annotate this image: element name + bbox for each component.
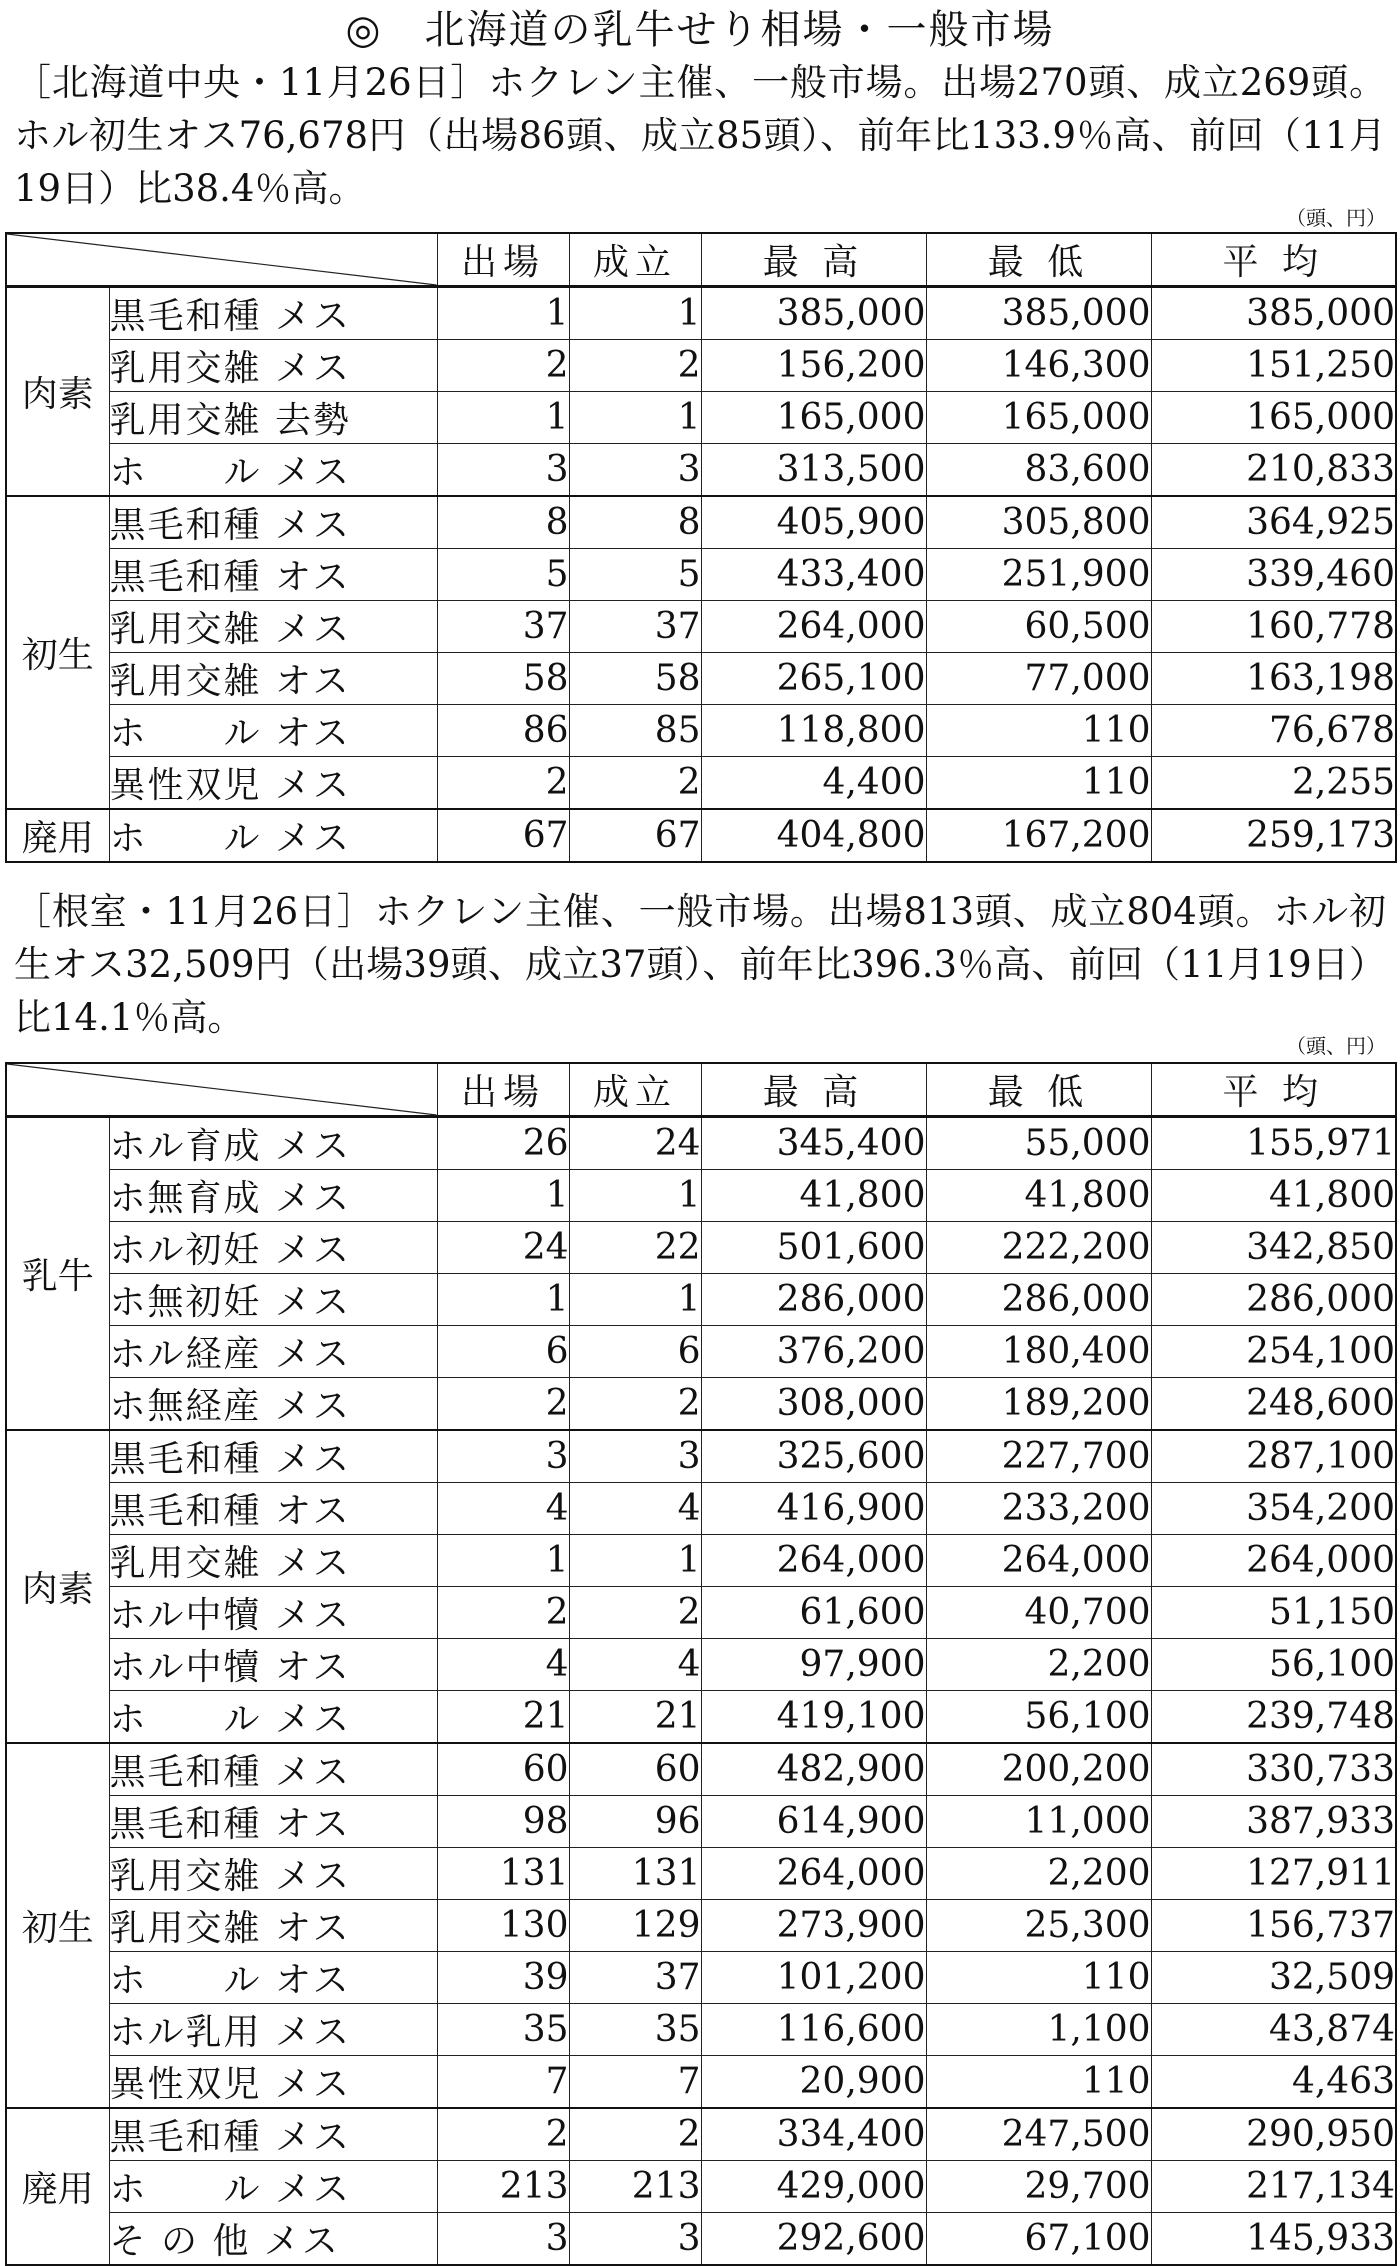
- table-row: [6, 549, 1396, 601]
- seiritsu-cell: 2: [569, 2108, 701, 2161]
- category-cell: そ の 他 メス: [109, 2213, 437, 2266]
- max-price-cell: 118,800: [701, 705, 926, 757]
- max-price-cell: 286,000: [701, 1274, 926, 1326]
- table-row: [6, 2213, 1396, 2266]
- shutsujo-cell: 5: [437, 549, 569, 601]
- category-cell: ホル乳用 メス: [109, 2004, 437, 2056]
- seiritsu-cell: 22: [569, 1222, 701, 1274]
- shutsujo-cell: 39: [437, 1952, 569, 2004]
- category-cell: ホ ル メス: [109, 1691, 437, 1744]
- avg-price-cell: 155,971: [1151, 1117, 1396, 1170]
- table-row: [6, 809, 1396, 862]
- min-price-cell: 200,200: [926, 1743, 1151, 1796]
- shutsujo-cell: 67: [437, 809, 569, 862]
- seiritsu-cell: 3: [569, 444, 701, 497]
- seiritsu-cell: 5: [569, 549, 701, 601]
- table-row: [6, 653, 1396, 705]
- category-cell: 黒毛和種 メス: [109, 287, 437, 340]
- table-row: [6, 1952, 1396, 2004]
- max-price-cell: 41,800: [701, 1170, 926, 1222]
- max-price-cell: 20,900: [701, 2056, 926, 2109]
- min-price-cell: 189,200: [926, 1378, 1151, 1431]
- min-price-cell: 11,000: [926, 1796, 1151, 1848]
- table-row: [6, 287, 1396, 340]
- category-cell: 乳用交雑 オス: [109, 653, 437, 705]
- min-price-cell: 110: [926, 1952, 1151, 2004]
- shutsujo-cell: 2: [437, 2108, 569, 2161]
- avg-price-cell: 387,933: [1151, 1796, 1396, 1848]
- shutsujo-cell: 86: [437, 705, 569, 757]
- min-price-cell: 247,500: [926, 2108, 1151, 2161]
- category-cell: 黒毛和種 メス: [109, 2108, 437, 2161]
- shutsujo-cell: 4: [437, 1639, 569, 1691]
- category-cell: 異性双児 メス: [109, 2056, 437, 2109]
- max-price-cell: 614,900: [701, 1796, 926, 1848]
- avg-price-cell: 165,000: [1151, 392, 1396, 444]
- max-price-cell: 156,200: [701, 340, 926, 392]
- table-row: [6, 1743, 1396, 1796]
- shutsujo-cell: 6: [437, 1326, 569, 1378]
- avg-price-cell: 217,134: [1151, 2161, 1396, 2213]
- table-row: [6, 2056, 1396, 2109]
- table-row: [6, 2004, 1396, 2056]
- shutsujo-cell: 2: [437, 757, 569, 810]
- category-cell: ホ ル オス: [109, 705, 437, 757]
- min-price-cell: 110: [926, 705, 1151, 757]
- group-label: 初生: [6, 1743, 109, 2108]
- avg-price-cell: 290,950: [1151, 2108, 1396, 2161]
- max-price-cell: 264,000: [701, 1848, 926, 1900]
- seiritsu-cell: 60: [569, 1743, 701, 1796]
- min-price-cell: 67,100: [926, 2213, 1151, 2266]
- shutsujo-cell: 131: [437, 1848, 569, 1900]
- seiritsu-cell: 1: [569, 1535, 701, 1587]
- max-price-cell: 334,400: [701, 2108, 926, 2161]
- seiritsu-cell: 67: [569, 809, 701, 862]
- seiritsu-cell: 129: [569, 1900, 701, 1952]
- table-row: [6, 705, 1396, 757]
- max-price-cell: 308,000: [701, 1378, 926, 1431]
- max-price-cell: 4,400: [701, 757, 926, 810]
- header-seiritsu: 成立: [569, 1063, 701, 1117]
- category-cell: 黒毛和種 オス: [109, 1796, 437, 1848]
- min-price-cell: 286,000: [926, 1274, 1151, 1326]
- max-price-cell: 292,600: [701, 2213, 926, 2266]
- table-row: [6, 757, 1396, 810]
- avg-price-cell: 364,925: [1151, 496, 1396, 549]
- min-price-cell: 165,000: [926, 392, 1151, 444]
- avg-price-cell: 287,100: [1151, 1430, 1396, 1483]
- min-price-cell: 83,600: [926, 444, 1151, 497]
- table-row: [6, 1796, 1396, 1848]
- min-price-cell: 55,000: [926, 1117, 1151, 1170]
- category-cell: 黒毛和種 メス: [109, 1430, 437, 1483]
- max-price-cell: 165,000: [701, 392, 926, 444]
- table-row: [6, 1900, 1396, 1952]
- group-label: 肉素: [6, 1430, 109, 1743]
- max-price-cell: 264,000: [701, 1535, 926, 1587]
- shutsujo-cell: 60: [437, 1743, 569, 1796]
- shutsujo-cell: 2: [437, 1378, 569, 1431]
- table-row: [6, 496, 1396, 549]
- table-row: [6, 1326, 1396, 1378]
- header-corner-diagonal: [6, 1063, 437, 1117]
- min-price-cell: 251,900: [926, 549, 1151, 601]
- shutsujo-cell: 3: [437, 2213, 569, 2266]
- category-cell: 黒毛和種 オス: [109, 1483, 437, 1535]
- seiritsu-cell: 1: [569, 392, 701, 444]
- avg-price-cell: 342,850: [1151, 1222, 1396, 1274]
- min-price-cell: 2,200: [926, 1848, 1151, 1900]
- min-price-cell: 2,200: [926, 1639, 1151, 1691]
- category-cell: ホ ル メス: [109, 809, 437, 862]
- seiritsu-cell: 1: [569, 1170, 701, 1222]
- avg-price-cell: 56,100: [1151, 1639, 1396, 1691]
- min-price-cell: 110: [926, 757, 1151, 810]
- shutsujo-cell: 35: [437, 2004, 569, 2056]
- max-price-cell: 376,200: [701, 1326, 926, 1378]
- avg-price-cell: 259,173: [1151, 809, 1396, 862]
- section-chuo-unit-note: （頭、円）: [1286, 206, 1386, 230]
- header-max: 最 高: [701, 233, 926, 287]
- group-label: 廃用: [6, 2108, 109, 2265]
- seiritsu-cell: 213: [569, 2161, 701, 2213]
- section-nemuro-paragraph: ［根室・11月26日］ホクレン主催、一般市場。出場813頭、成立804頭。ホル初生オス32,509円（出場39頭、成立37頭）、前年比396.3％高、前回（11月19日）比14.1％高。: [14, 890, 1386, 1039]
- avg-price-cell: 264,000: [1151, 1535, 1396, 1587]
- shutsujo-cell: 24: [437, 1222, 569, 1274]
- max-price-cell: 416,900: [701, 1483, 926, 1535]
- seiritsu-cell: 1: [569, 287, 701, 340]
- category-cell: ホ ル メス: [109, 2161, 437, 2213]
- avg-price-cell: 330,733: [1151, 1743, 1396, 1796]
- max-price-cell: 482,900: [701, 1743, 926, 1796]
- seiritsu-cell: 8: [569, 496, 701, 549]
- seiritsu-cell: 2: [569, 1378, 701, 1431]
- min-price-cell: 1,100: [926, 2004, 1151, 2056]
- table-row: [6, 1691, 1396, 1744]
- shutsujo-cell: 3: [437, 444, 569, 497]
- category-cell: ホル初妊 メス: [109, 1222, 437, 1274]
- shutsujo-cell: 1: [437, 1274, 569, 1326]
- shutsujo-cell: 1: [437, 392, 569, 444]
- category-cell: 乳用交雑 メス: [109, 1848, 437, 1900]
- shutsujo-cell: 58: [437, 653, 569, 705]
- shutsujo-cell: 2: [437, 1587, 569, 1639]
- header-max: 最 高: [701, 1063, 926, 1117]
- table-row: [6, 1378, 1396, 1431]
- category-cell: ホ無育成 メス: [109, 1170, 437, 1222]
- max-price-cell: 419,100: [701, 1691, 926, 1744]
- min-price-cell: 146,300: [926, 340, 1151, 392]
- max-price-cell: 501,600: [701, 1222, 926, 1274]
- min-price-cell: 233,200: [926, 1483, 1151, 1535]
- header-row: [6, 1063, 1396, 1117]
- seiritsu-cell: 21: [569, 1691, 701, 1744]
- shutsujo-cell: 4: [437, 1483, 569, 1535]
- seiritsu-cell: 85: [569, 705, 701, 757]
- max-price-cell: 385,000: [701, 287, 926, 340]
- avg-price-cell: 286,000: [1151, 1274, 1396, 1326]
- max-price-cell: 433,400: [701, 549, 926, 601]
- section-nemuro-unit-note: （頭、円）: [1286, 1034, 1386, 1058]
- shutsujo-cell: 7: [437, 2056, 569, 2109]
- header-seiritsu: 成立: [569, 233, 701, 287]
- shutsujo-cell: 1: [437, 287, 569, 340]
- header-avg: 平 均: [1151, 1063, 1396, 1117]
- shutsujo-cell: 26: [437, 1117, 569, 1170]
- header-shutsujo: 出場: [437, 1063, 569, 1117]
- seiritsu-cell: 96: [569, 1796, 701, 1848]
- max-price-cell: 313,500: [701, 444, 926, 497]
- avg-price-cell: 4,463: [1151, 2056, 1396, 2109]
- shutsujo-cell: 8: [437, 496, 569, 549]
- seiritsu-cell: 6: [569, 1326, 701, 1378]
- category-cell: ホル育成 メス: [109, 1117, 437, 1170]
- min-price-cell: 264,000: [926, 1535, 1151, 1587]
- min-price-cell: 305,800: [926, 496, 1151, 549]
- max-price-cell: 97,900: [701, 1639, 926, 1691]
- min-price-cell: 385,000: [926, 287, 1151, 340]
- avg-price-cell: 210,833: [1151, 444, 1396, 497]
- table-row: [6, 1170, 1396, 1222]
- max-price-cell: 404,800: [701, 809, 926, 862]
- group-label: 乳牛: [6, 1117, 109, 1431]
- seiritsu-cell: 1: [569, 1274, 701, 1326]
- category-cell: 乳用交雑 メス: [109, 601, 437, 653]
- shutsujo-cell: 213: [437, 2161, 569, 2213]
- table-row: [6, 1274, 1396, 1326]
- table-row: [6, 1848, 1396, 1900]
- avg-price-cell: 127,911: [1151, 1848, 1396, 1900]
- seiritsu-cell: 4: [569, 1483, 701, 1535]
- category-cell: 黒毛和種 メス: [109, 496, 437, 549]
- header-row: [6, 233, 1396, 287]
- avg-price-cell: 51,150: [1151, 1587, 1396, 1639]
- page-title: ◎ 北海道の乳牛せり相場・一般市場: [345, 7, 1055, 53]
- min-price-cell: 180,400: [926, 1326, 1151, 1378]
- table-row: [6, 1639, 1396, 1691]
- avg-price-cell: 156,737: [1151, 1900, 1396, 1952]
- min-price-cell: 56,100: [926, 1691, 1151, 1744]
- header-avg: 平 均: [1151, 233, 1396, 287]
- shutsujo-cell: 2: [437, 340, 569, 392]
- shutsujo-cell: 98: [437, 1796, 569, 1848]
- avg-price-cell: 248,600: [1151, 1378, 1396, 1431]
- category-cell: 乳用交雑 オス: [109, 1900, 437, 1952]
- header-min: 最 低: [926, 1063, 1151, 1117]
- table-row: [6, 1483, 1396, 1535]
- shutsujo-cell: 1: [437, 1170, 569, 1222]
- min-price-cell: 60,500: [926, 601, 1151, 653]
- min-price-cell: 41,800: [926, 1170, 1151, 1222]
- seiritsu-cell: 4: [569, 1639, 701, 1691]
- category-cell: 乳用交雑 去勢: [109, 392, 437, 444]
- seiritsu-cell: 37: [569, 1952, 701, 2004]
- seiritsu-cell: 2: [569, 1587, 701, 1639]
- seiritsu-cell: 3: [569, 2213, 701, 2266]
- category-cell: 黒毛和種 メス: [109, 1743, 437, 1796]
- table-row: [6, 1222, 1396, 1274]
- avg-price-cell: 32,509: [1151, 1952, 1396, 2004]
- shutsujo-cell: 37: [437, 601, 569, 653]
- seiritsu-cell: 3: [569, 1430, 701, 1483]
- min-price-cell: 227,700: [926, 1430, 1151, 1483]
- category-cell: 乳用交雑 メス: [109, 1535, 437, 1587]
- avg-price-cell: 76,678: [1151, 705, 1396, 757]
- category-cell: ホ無経産 メス: [109, 1378, 437, 1431]
- group-label: 初生: [6, 496, 109, 809]
- avg-price-cell: 354,200: [1151, 1483, 1396, 1535]
- min-price-cell: 222,200: [926, 1222, 1151, 1274]
- avg-price-cell: 163,198: [1151, 653, 1396, 705]
- table-row: [6, 1587, 1396, 1639]
- table-row: [6, 1430, 1396, 1483]
- avg-price-cell: 339,460: [1151, 549, 1396, 601]
- category-cell: ホル中犢 メス: [109, 1587, 437, 1639]
- table-row: [6, 2161, 1396, 2213]
- avg-price-cell: 151,250: [1151, 340, 1396, 392]
- table-row: [6, 1117, 1396, 1170]
- max-price-cell: 273,900: [701, 1900, 926, 1952]
- table-row: [6, 340, 1396, 392]
- seiritsu-cell: 2: [569, 340, 701, 392]
- max-price-cell: 116,600: [701, 2004, 926, 2056]
- avg-price-cell: 254,100: [1151, 1326, 1396, 1378]
- seiritsu-cell: 37: [569, 601, 701, 653]
- table-row: [6, 392, 1396, 444]
- min-price-cell: 77,000: [926, 653, 1151, 705]
- min-price-cell: 40,700: [926, 1587, 1151, 1639]
- max-price-cell: 325,600: [701, 1430, 926, 1483]
- shutsujo-cell: 1: [437, 1535, 569, 1587]
- max-price-cell: 429,000: [701, 2161, 926, 2213]
- header-shutsujo: 出場: [437, 233, 569, 287]
- seiritsu-cell: 2: [569, 757, 701, 810]
- header-min: 最 低: [926, 233, 1151, 287]
- avg-price-cell: 160,778: [1151, 601, 1396, 653]
- avg-price-cell: 43,874: [1151, 2004, 1396, 2056]
- section-chuo-paragraph: ［北海道中央・11月26日］ホクレン主催、一般市場。出場270頭、成立269頭。ホル初生オス76,678円（出場86頭、成立85頭）、前年比133.9％高、前回（11月19日）比38.4％高。: [14, 61, 1386, 210]
- section-chuo-table: [5, 232, 1397, 863]
- min-price-cell: 167,200: [926, 809, 1151, 862]
- group-label: 廃用: [6, 809, 109, 862]
- table-row: [6, 1535, 1396, 1587]
- category-cell: ホル中犢 オス: [109, 1639, 437, 1691]
- shutsujo-cell: 130: [437, 1900, 569, 1952]
- avg-price-cell: 385,000: [1151, 287, 1396, 340]
- avg-price-cell: 145,933: [1151, 2213, 1396, 2266]
- group-label: 肉素: [6, 287, 109, 497]
- min-price-cell: 25,300: [926, 1900, 1151, 1952]
- max-price-cell: 61,600: [701, 1587, 926, 1639]
- header-corner-diagonal: [6, 233, 437, 287]
- shutsujo-cell: 21: [437, 1691, 569, 1744]
- seiritsu-cell: 58: [569, 653, 701, 705]
- seiritsu-cell: 35: [569, 2004, 701, 2056]
- max-price-cell: 101,200: [701, 1952, 926, 2004]
- section-nemuro-table: [5, 1062, 1397, 2266]
- category-cell: ホ ル メス: [109, 444, 437, 497]
- avg-price-cell: 2,255: [1151, 757, 1396, 810]
- table-row: [6, 2108, 1396, 2161]
- max-price-cell: 265,100: [701, 653, 926, 705]
- seiritsu-cell: 131: [569, 1848, 701, 1900]
- min-price-cell: 110: [926, 2056, 1151, 2109]
- avg-price-cell: 41,800: [1151, 1170, 1396, 1222]
- shutsujo-cell: 3: [437, 1430, 569, 1483]
- max-price-cell: 264,000: [701, 601, 926, 653]
- category-cell: 黒毛和種 オス: [109, 549, 437, 601]
- seiritsu-cell: 7: [569, 2056, 701, 2109]
- avg-price-cell: 239,748: [1151, 1691, 1396, 1744]
- category-cell: ホ ル オス: [109, 1952, 437, 2004]
- category-cell: ホ無初妊 メス: [109, 1274, 437, 1326]
- max-price-cell: 405,900: [701, 496, 926, 549]
- table-row: [6, 601, 1396, 653]
- max-price-cell: 345,400: [701, 1117, 926, 1170]
- category-cell: ホル経産 メス: [109, 1326, 437, 1378]
- seiritsu-cell: 24: [569, 1117, 701, 1170]
- category-cell: 乳用交雑 メス: [109, 340, 437, 392]
- category-cell: 異性双児 メス: [109, 757, 437, 810]
- table-row: [6, 444, 1396, 497]
- min-price-cell: 29,700: [926, 2161, 1151, 2213]
